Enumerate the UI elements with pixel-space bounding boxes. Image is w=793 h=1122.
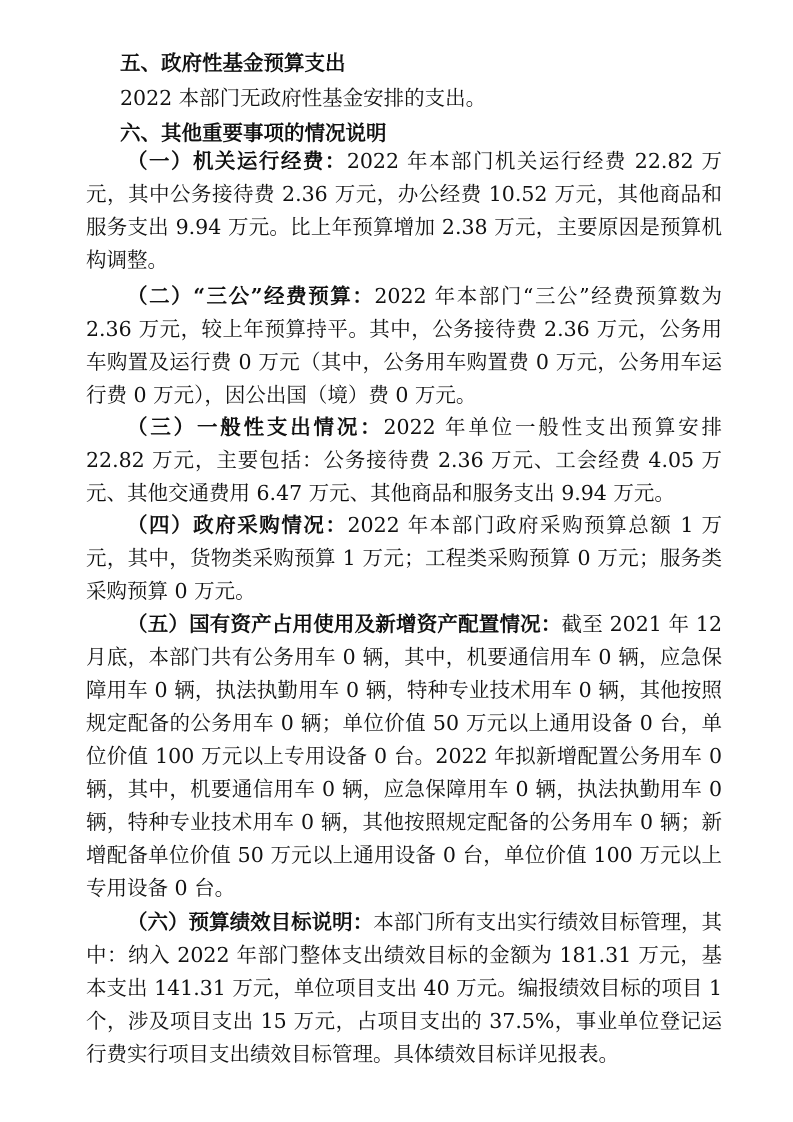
paragraph-lead: （四）政府采购情况： (127, 513, 348, 537)
paragraph-body: 本部门所有支出实行绩效目标管理，其中：纳入 2022 年部门整体支出绩效目标的金额为 181.31 万元，基本支出 141.31 万元，单位项目支出 40 万元。编报绩效目标的项目 1 个，涉及项目支出 15 万元，占项目支出的 37.5%，事业单位登记运行费实行项目支出绩效目标管理。具体绩效目标详见报表。 (86, 910, 723, 1066)
paragraph-body: 2022 年本部门政府采购预算总额 1 万元，其中，货物类采购预算 1 万元；工程类采购预算 0 万元；服务类采购预算 0 万元。 (86, 513, 723, 603)
paragraph-body: 2022 年本部门机关运行经费 22.82 万元，其中公务接待费 2.36 万元，办公经费 10.52 万元，其他商品和服务支出 9.94 万元。比上年预算增加 2.38 万元，主要原因是预算机构调整。 (86, 149, 722, 272)
paragraph-general-expenditure (86, 411, 722, 510)
paragraph-lead: （六）预算绩效目标说明： (127, 910, 374, 934)
section-6-heading: 六、其他重要事项的情况说明 (120, 121, 387, 145)
paragraph-government-procurement (86, 509, 722, 608)
paragraph-lead: （五）国有资产占用使用及新增资产配置情况： (127, 612, 562, 636)
paragraph-lead: （三）一般性支出情况： (127, 415, 384, 439)
paragraph-performance-targets (86, 906, 722, 1071)
paragraph-lead: （二）“三公”经费预算： (127, 284, 375, 308)
paragraph-state-assets (86, 608, 722, 905)
paragraph-body: 2022 年单位一般性支出预算安排 22.82 万元，主要包括：公务接待费 2.36 万元、工会经费 4.05 万元、其他交通费用 6.47 万元、其他商品和服务支出 9.94 万元。 (86, 415, 723, 505)
section-5-text: 2022 本部门无政府性基金安排的支出。 (120, 86, 487, 110)
paragraph-body: 截至 2021 年 12 月底，本部门共有公务用车 0 辆，其中，机要通信用车 0 辆，应急保障用车 0 辆，执法执勤用车 0 辆，特种专业技术用车 0 辆，其他按照规定配备的公务用车 0 辆；单位价值 50 万元以上通用设备 0 台，单位价值 100 万元以上专用设备 0 台。2022 年拟新增配置公务用车 0 辆，其中，机要通信用车 0 辆，应急保障用车 0 辆，执法执勤用车 0 辆，特种专业技术用车 0 辆，其他按照规定配备的公务用车 0 辆；新增配备单位价值 50 万元以上通用设备 0 台，单位价值 100 万元以上专用设备 0 台。 (86, 612, 723, 900)
section-5-heading: 五、政府性基金预算支出 (120, 51, 346, 75)
paragraph-body: 2022 年本部门“三公”经费预算数为 2.36 万元，较上年预算持平。其中，公务接待费 2.36 万元，公务用车购置及运行费 0 万元（其中，公务用车购置费 0 万元，公务用车运行费 0 万元），因公出国（境）费 0 万元。 (86, 284, 722, 407)
paragraph-operating-costs (86, 145, 722, 277)
paragraph-three-public-budget (86, 280, 722, 412)
paragraph-lead: （一）机关运行经费： (127, 149, 347, 173)
